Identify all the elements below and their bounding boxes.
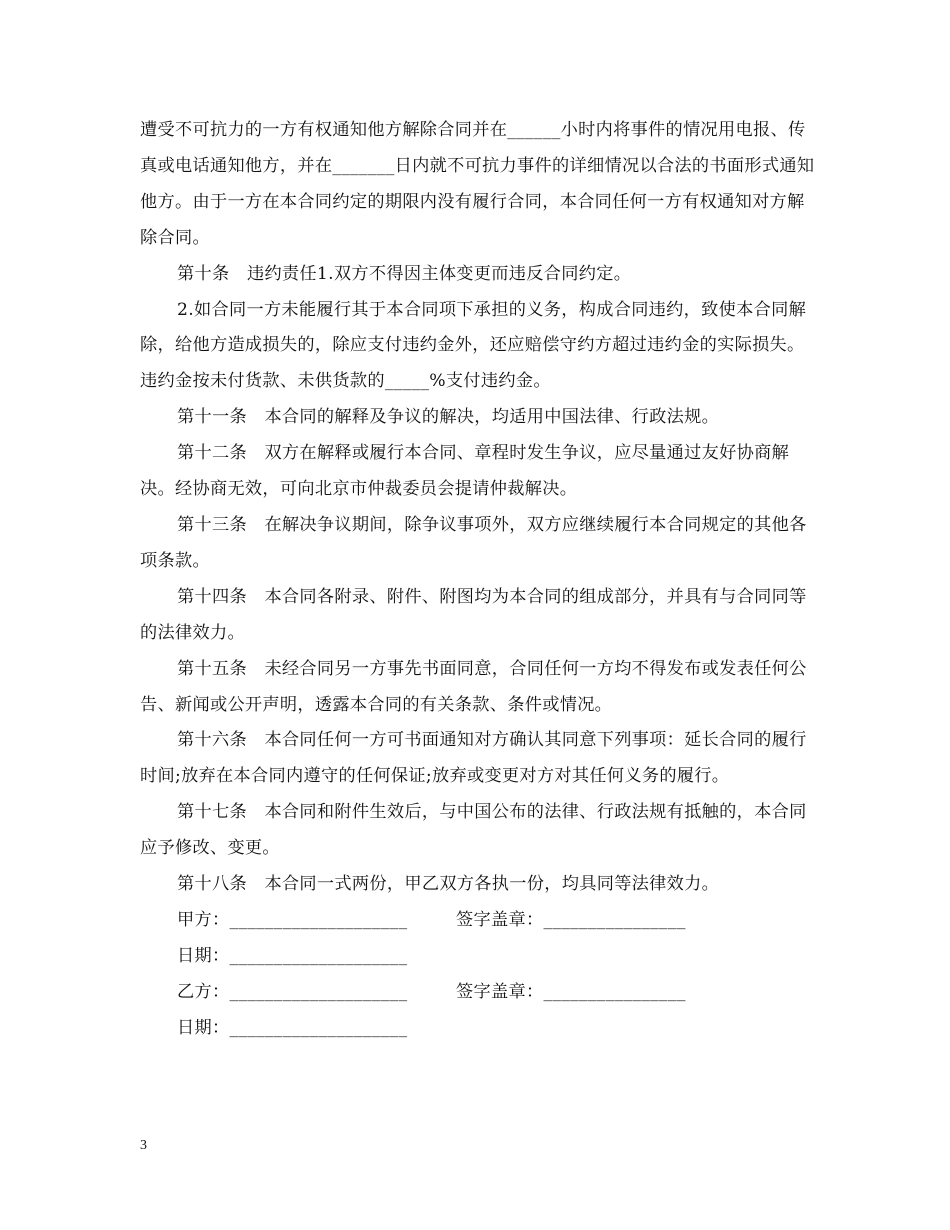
signature-row-party-a — [140, 903, 820, 939]
paragraph-article-18: 第十八条 本合同一式两份，甲乙双方各执一份，均具同等法律效力。 — [177, 874, 720, 895]
signature-row-party-a-date — [140, 939, 820, 975]
party-b-date-field: 日期：____________________ — [177, 1017, 408, 1038]
paragraph-article-14: 第十四条 本合同各附录、附件、附图均为本合同的组成部分，并具有与合同同等的法律效力。 — [140, 586, 807, 643]
page-number: 3 — [140, 1138, 147, 1153]
paragraph-article-13: 第十三条 在解决争议期间，除争议事项外，双方应继续履行本合同规定的其他各项条款。 — [140, 514, 807, 571]
paragraph-article-16: 第十六条 本合同任何一方可书面通知对方确认其同意下列事项：延长合同的履行时间;放弃在本合同内遵守的任何保证;放弃或变更对方对其任何义务的履行。 — [140, 730, 807, 787]
paragraph-article-15: 第十五条 未经合同另一方事先书面同意，合同任何一方均不得发布或发表任何公告、新闻或公开声明，透露本合同的有关条款、条件或情况。 — [140, 658, 807, 715]
party-a-date-field: 日期：____________________ — [177, 945, 408, 966]
paragraph-article-12: 第十二条 双方在解释或履行本合同、章程时发生争议，应尽量通过友好协商解决。经协商无效，可向北京市仲裁委员会提请仲裁解决。 — [140, 443, 790, 500]
signature-row-party-b-date — [140, 1011, 820, 1047]
paragraph-article-17: 第十七条 本合同和附件生效后，与中国公布的法律、行政法规有抵触的，本合同应予修改、变更。 — [140, 802, 807, 859]
party-a-seal-field: 签字盖章：________________ — [456, 909, 686, 930]
party-a-field: 甲方：____________________ — [177, 909, 408, 930]
paragraph-article-11: 第十一条 本合同的解释及争议的解决，均适用中国法律、行政法规。 — [177, 407, 720, 428]
party-b-seal-field: 签字盖章：________________ — [456, 981, 686, 1002]
contract-body — [140, 113, 820, 1047]
paragraph-force-majeure: 遭受不可抗力的一方有权通知他方解除合同并在______小时内将事件的情况用电报、传真或电话通知他方，并在_______日内就不可抗力事件的详细情况以合法的书面形式通知他方。由于一方在本合同约定的期限内没有履行合同，本合同任何一方有权通知对方解除合同。 — [140, 120, 815, 248]
signature-row-party-b — [140, 975, 820, 1011]
party-b-field: 乙方：____________________ — [177, 981, 408, 1002]
paragraph-article-10-item-2: 2.如合同一方未能履行其于本合同项下承担的义务，构成合同违约，致使本合同解除，给他方造成损失的，除应支付违约金外，还应赔偿守约方超过违约金的实际损失。违约金按未付货款、未供货款的_____%支付违约金。 — [140, 299, 807, 392]
paragraph-article-10: 第十条 违约责任1.双方不得因主体变更而违反合同约定。 — [177, 263, 632, 284]
